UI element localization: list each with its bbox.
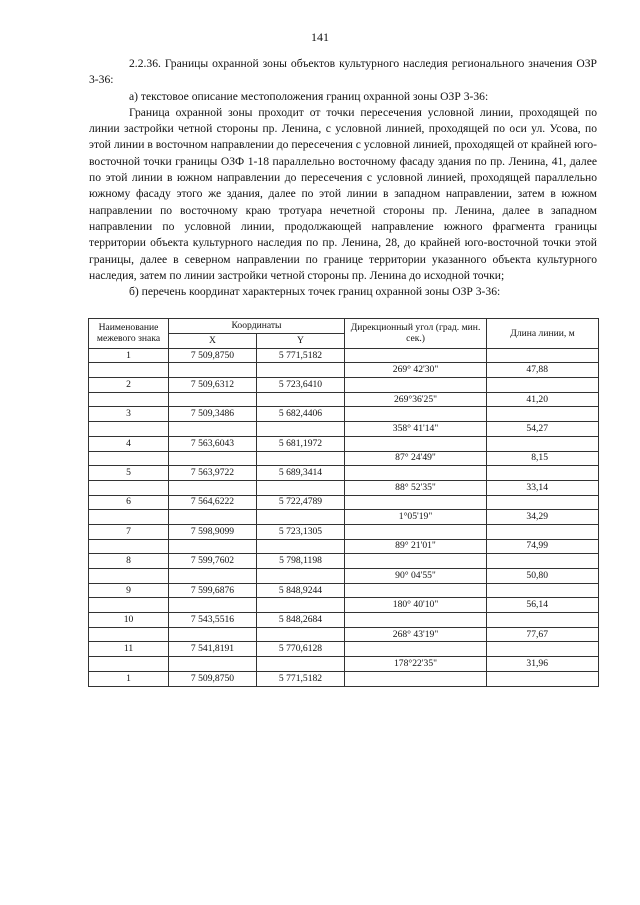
point-y-cell: 5 848,2684 bbox=[257, 613, 345, 628]
segment-length-cell: 47,88 bbox=[487, 363, 599, 378]
empty-length-cell bbox=[487, 407, 599, 422]
table-body bbox=[89, 348, 599, 686]
header-angle: Дирекционный угол (град. мин. сек.) bbox=[345, 319, 487, 349]
table-row bbox=[89, 422, 599, 437]
empty-x-cell bbox=[169, 422, 257, 437]
point-name-cell: 1 bbox=[89, 348, 169, 363]
point-x-cell: 7 509,8750 bbox=[169, 671, 257, 686]
empty-x-cell bbox=[169, 569, 257, 584]
empty-name-cell bbox=[89, 569, 169, 584]
table-row bbox=[89, 598, 599, 613]
point-name-cell: 8 bbox=[89, 554, 169, 569]
point-x-cell: 7 599,7602 bbox=[169, 554, 257, 569]
empty-name-cell bbox=[89, 451, 169, 466]
segment-angle-cell: 180° 40'10" bbox=[345, 598, 487, 613]
table-header-row bbox=[89, 319, 599, 334]
empty-name-cell bbox=[89, 363, 169, 378]
empty-length-cell bbox=[487, 583, 599, 598]
empty-name-cell bbox=[89, 627, 169, 642]
point-name-cell: 5 bbox=[89, 466, 169, 481]
empty-y-cell bbox=[257, 480, 345, 495]
empty-y-cell bbox=[257, 627, 345, 642]
empty-angle-cell bbox=[345, 524, 487, 539]
table-row bbox=[89, 466, 599, 481]
point-name-cell: 9 bbox=[89, 583, 169, 598]
point-name-cell: 6 bbox=[89, 495, 169, 510]
table-row bbox=[89, 554, 599, 569]
section-heading: 2.2.36. Границы охранной зоны объектов культурного наследия регионального значения ОЗР 3-36: bbox=[89, 57, 597, 87]
empty-angle-cell bbox=[345, 642, 487, 657]
empty-x-cell bbox=[169, 539, 257, 554]
subsection-a-heading: а) текстовое описание местоположения границ охранной зоны ОЗР 3-36: bbox=[129, 89, 489, 103]
empty-angle-cell bbox=[345, 466, 487, 481]
empty-x-cell bbox=[169, 510, 257, 525]
point-y-cell: 5 682,4406 bbox=[257, 407, 345, 422]
header-x: X bbox=[169, 334, 257, 349]
empty-angle-cell bbox=[345, 495, 487, 510]
segment-length-cell: 56,14 bbox=[487, 598, 599, 613]
header-coordinates: Координаты bbox=[169, 319, 345, 334]
empty-length-cell bbox=[487, 495, 599, 510]
table-row bbox=[89, 495, 599, 510]
empty-angle-cell bbox=[345, 436, 487, 451]
segment-length-cell: 54,27 bbox=[487, 422, 599, 437]
point-x-cell: 7 598,9099 bbox=[169, 524, 257, 539]
point-x-cell: 7 564,6222 bbox=[169, 495, 257, 510]
point-y-cell: 5 848,9244 bbox=[257, 583, 345, 598]
header-name: Наименование межевого знака bbox=[89, 319, 169, 349]
point-name-cell: 7 bbox=[89, 524, 169, 539]
segment-angle-cell: 87° 24'49" bbox=[345, 451, 487, 466]
subsection-b-heading: б) перечень координат характерных точек границ охранной зоны ОЗР 3-36: bbox=[129, 285, 501, 299]
empty-length-cell bbox=[487, 642, 599, 657]
segment-length-cell: 74,99 bbox=[487, 539, 599, 554]
table-row bbox=[89, 524, 599, 539]
empty-name-cell bbox=[89, 480, 169, 495]
empty-x-cell bbox=[169, 363, 257, 378]
empty-length-cell bbox=[487, 613, 599, 628]
point-x-cell: 7 509,8750 bbox=[169, 348, 257, 363]
header-y: Y bbox=[257, 334, 345, 349]
empty-length-cell bbox=[487, 348, 599, 363]
point-y-cell: 5 771,5182 bbox=[257, 671, 345, 686]
point-name-cell: 10 bbox=[89, 613, 169, 628]
coordinates-table bbox=[88, 318, 599, 687]
empty-y-cell bbox=[257, 510, 345, 525]
table-row bbox=[89, 348, 599, 363]
empty-y-cell bbox=[257, 539, 345, 554]
segment-length-cell: 34,29 bbox=[487, 510, 599, 525]
empty-name-cell bbox=[89, 598, 169, 613]
point-y-cell: 5 771,5182 bbox=[257, 348, 345, 363]
empty-angle-cell bbox=[345, 407, 487, 422]
empty-angle-cell bbox=[345, 671, 487, 686]
empty-y-cell bbox=[257, 657, 345, 672]
header-length: Длина линии, м bbox=[487, 319, 599, 349]
empty-x-cell bbox=[169, 627, 257, 642]
segment-angle-cell: 89° 21'01" bbox=[345, 539, 487, 554]
table-row bbox=[89, 657, 599, 672]
table-row bbox=[89, 407, 599, 422]
point-x-cell: 7 543,5516 bbox=[169, 613, 257, 628]
point-x-cell: 7 599,6876 bbox=[169, 583, 257, 598]
point-name-cell: 11 bbox=[89, 642, 169, 657]
point-x-cell: 7 541,8191 bbox=[169, 642, 257, 657]
empty-x-cell bbox=[169, 451, 257, 466]
empty-angle-cell bbox=[345, 613, 487, 628]
segment-length-cell: 33,14 bbox=[487, 480, 599, 495]
empty-y-cell bbox=[257, 363, 345, 378]
empty-length-cell bbox=[487, 671, 599, 686]
table-row bbox=[89, 480, 599, 495]
segment-angle-cell: 178°22'35" bbox=[345, 657, 487, 672]
point-y-cell: 5 770,6128 bbox=[257, 642, 345, 657]
page-number: 141 bbox=[311, 30, 329, 44]
table-row bbox=[89, 510, 599, 525]
segment-angle-cell: 1°05'19" bbox=[345, 510, 487, 525]
point-y-cell: 5 798,1198 bbox=[257, 554, 345, 569]
point-x-cell: 7 563,9722 bbox=[169, 466, 257, 481]
table-row bbox=[89, 569, 599, 584]
empty-y-cell bbox=[257, 422, 345, 437]
point-y-cell: 5 681,1972 bbox=[257, 436, 345, 451]
table-row bbox=[89, 392, 599, 407]
table-row bbox=[89, 378, 599, 393]
segment-length-cell: 8,15 bbox=[487, 451, 599, 466]
table-row bbox=[89, 671, 599, 686]
table-row bbox=[89, 627, 599, 642]
empty-name-cell bbox=[89, 510, 169, 525]
table-row bbox=[89, 539, 599, 554]
point-name-cell: 2 bbox=[89, 378, 169, 393]
table-row bbox=[89, 613, 599, 628]
segment-length-cell: 50,80 bbox=[487, 569, 599, 584]
empty-angle-cell bbox=[345, 583, 487, 598]
table-row bbox=[89, 436, 599, 451]
empty-angle-cell bbox=[345, 348, 487, 363]
segment-angle-cell: 269° 42'30" bbox=[345, 363, 487, 378]
point-name-cell: 4 bbox=[89, 436, 169, 451]
segment-angle-cell: 268° 43'19" bbox=[345, 627, 487, 642]
point-name-cell: 3 bbox=[89, 407, 169, 422]
point-x-cell: 7 509,6312 bbox=[169, 378, 257, 393]
empty-name-cell bbox=[89, 539, 169, 554]
empty-length-cell bbox=[487, 466, 599, 481]
segment-angle-cell: 90° 04'55" bbox=[345, 569, 487, 584]
empty-x-cell bbox=[169, 657, 257, 672]
boundary-description: Граница охранной зоны проходит от точки пересечения условной линии, проходящей по линии застройки четной стороны пр. Ленина, с условной линией, проходящей по оси ул. Усова, по этой линии в восточном направлении до пересечения с условной линией, проходящей от крайней юго-восточной точки границы ОЗФ 1-18 параллельно восточному фасаду здания по пр. Ленина, 41, далее по этой линии в южном направлении до пересечения с условной линией, проходящей параллельно южному фасаду этого же здания, далее по этой линии в западном направлении, затем в южном направлении по восточному краю тротуара нечетной стороны пр. Ленина, далее в западном направлении по условной линии, продолжающей направление южного фрагмента границы территории объекта культурного наследия по пр. Ленина, 28, до крайней юго-восточной точки этой границы, далее в северном направлении по границе территории указанного объекта культурного наследия, затем по линии застройки четной стороны пр. Ленина до исходной точки; bbox=[89, 105, 597, 282]
empty-length-cell bbox=[487, 436, 599, 451]
segment-angle-cell: 269°36'25" bbox=[345, 392, 487, 407]
segment-angle-cell: 358° 41'14" bbox=[345, 422, 487, 437]
empty-length-cell bbox=[487, 554, 599, 569]
point-y-cell: 5 722,4789 bbox=[257, 495, 345, 510]
point-y-cell: 5 689,3414 bbox=[257, 466, 345, 481]
point-y-cell: 5 723,1305 bbox=[257, 524, 345, 539]
empty-name-cell bbox=[89, 422, 169, 437]
empty-name-cell bbox=[89, 657, 169, 672]
document-body bbox=[89, 56, 597, 300]
point-x-cell: 7 563,6043 bbox=[169, 436, 257, 451]
table-row bbox=[89, 451, 599, 466]
empty-name-cell bbox=[89, 392, 169, 407]
empty-angle-cell bbox=[345, 554, 487, 569]
table-row bbox=[89, 363, 599, 378]
segment-length-cell: 41,20 bbox=[487, 392, 599, 407]
empty-x-cell bbox=[169, 392, 257, 407]
empty-y-cell bbox=[257, 392, 345, 407]
table-row bbox=[89, 583, 599, 598]
empty-y-cell bbox=[257, 451, 345, 466]
table-row bbox=[89, 642, 599, 657]
segment-length-cell: 77,67 bbox=[487, 627, 599, 642]
empty-y-cell bbox=[257, 569, 345, 584]
point-x-cell: 7 509,3486 bbox=[169, 407, 257, 422]
empty-x-cell bbox=[169, 480, 257, 495]
segment-angle-cell: 88° 52'35" bbox=[345, 480, 487, 495]
empty-y-cell bbox=[257, 598, 345, 613]
point-name-cell: 1 bbox=[89, 671, 169, 686]
empty-x-cell bbox=[169, 598, 257, 613]
empty-length-cell bbox=[487, 524, 599, 539]
point-y-cell: 5 723,6410 bbox=[257, 378, 345, 393]
segment-length-cell: 31,96 bbox=[487, 657, 599, 672]
empty-length-cell bbox=[487, 378, 599, 393]
empty-angle-cell bbox=[345, 378, 487, 393]
